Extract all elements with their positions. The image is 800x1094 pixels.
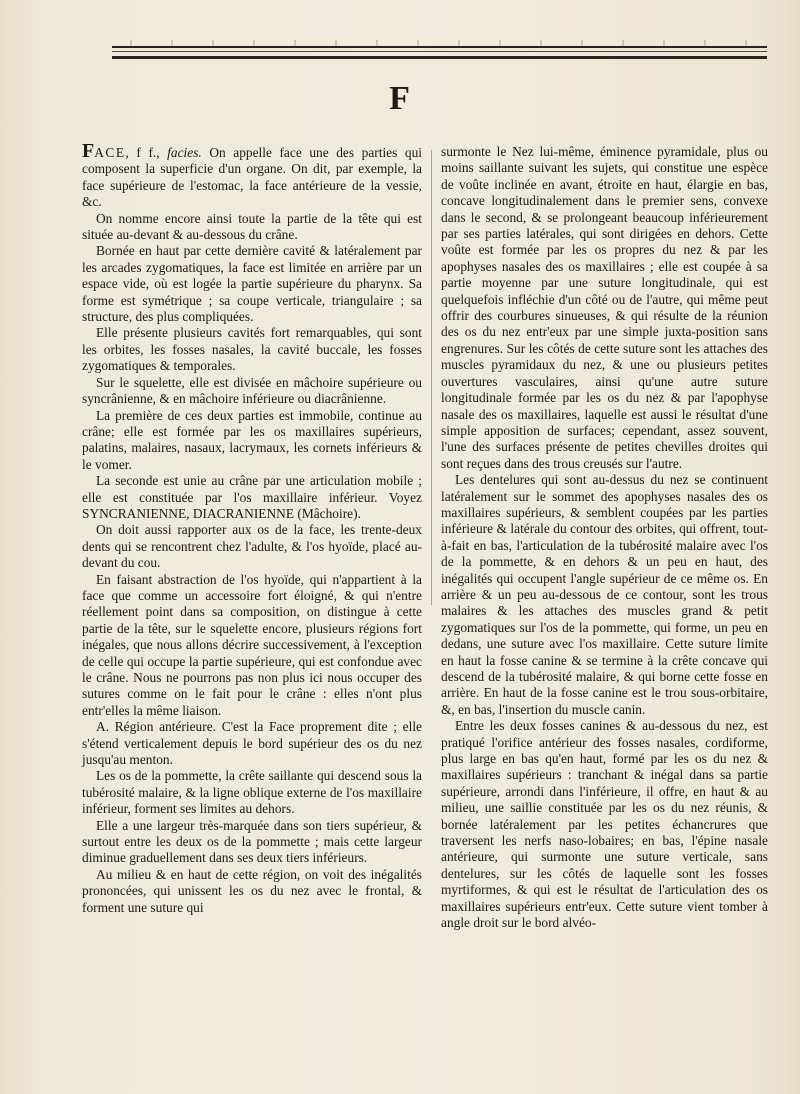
header-rule-top bbox=[112, 46, 767, 48]
header-rule-bottom bbox=[112, 56, 767, 59]
paragraph: Les dentelures qui sont au-dessus du nez se continuent latéralement sur le sommet des apophyses nasales des os maxillaires supérieurs, & semblent coupées par les parties inférieure & latérale du contour des orbites, qui offrent, tout-à-fait en bas, l'articulation de la tubérosité malaire avec l'os de la pommette, & en dehors & un peu en haut, des inégalités qui occupent l'angle supérieur de ce même os. En arrière & un peu au-dessous de ce contour, sont les trous malaires & les attaches des muscles grand & petit zygomatiques sur l'os de la pommette, qui forme, un peu en dedans, une suture avec l'os maxillaire. Cette suture limite en haut la fosse canine & se termine à la crête concave qui descend de la tubérosité malaire, & qui borne cette fosse en arrière. En haut de la fosse canine est le trou sous-orbitaire, &, en bas, l'insertion du muscle canin. bbox=[441, 472, 768, 717]
paragraph: Sur le squelette, elle est divisée en mâchoire supérieure ou syncrânienne, & en mâchoire inférieure ou diacrânienne. bbox=[82, 374, 422, 407]
column-divider bbox=[431, 150, 432, 605]
paragraph: surmonte le Nez lui-même, éminence pyramidale, plus ou moins saillante suivant les sujets, qui constitue une espèce de voûte inclinée en avant, étroite en haut, élargie en bas, concave longitudinalement dans le premier sens, convexe dans le second, & se prolongeant beaucoup inférieurement par ses parties latérales, qui sont dirigées en dehors. Cette voûte est formée par les os propres du nez & par les apophyses nasales des os maxillaires ; elle est coupée à sa partie moyenne par une suture longitudinale, qui est quelquefois infléchie d'un côté ou de l'autre, qui même peut offrir des courbures sinueuses, & qui résulte de la réunion des os du nez entr'eux par une simple juxta-position sans engrenures. Sur les côtés de cette suture sont les attaches des muscles pyramidaux du nez, & une ou plusieurs petites ouvertures vasculaires, ainsi qu'une autre suture longitudinale formée par les os du nez & par l'apophyse nasale des os maxillaires, laquelle est aussi le résultat d'une simple apposition de surfaces; cependant, assez souvent, l'une des surfaces présente de petites chevilles droites qui sont reçues dans des trous creusés sur l'autre. bbox=[441, 144, 768, 471]
paragraph: Les os de la pommette, la crête saillante qui descend sous la tubérosité malaire, & la ligne oblique externe de l'os maxillaire inférieur, forment ses limites au dehors. bbox=[82, 768, 422, 817]
section-letter: F bbox=[389, 80, 411, 117]
right-column bbox=[441, 144, 768, 932]
paragraph: On nomme encore ainsi toute la partie de la tête qui est située au-devant & au-dessous du crâne. bbox=[82, 210, 422, 243]
abbreviation: f., bbox=[140, 145, 160, 160]
latin-term: facies. bbox=[159, 145, 202, 160]
paragraph: Entre les deux fosses canines & au-dessous du nez, est pratiqué l'orifice antérieur des fosses nasales, cordiforme, plus large en bas qu'en haut, formé par les os du nez & maxillaires supérieurs : tranchant & inégal dans sa partie supérieure, arrondi dans l'inférieure, il offre, en haut & au milieu, une saillie constituée par les os du nez réunis, & bornée latéralement par les petites échancrures que traversent les nerfs naso-lobaires; en bas, l'épine nasale antérieure, qui surmonte une suture verticale, sans dentelures, sur les côtés de laquelle sont les fosses myrtiformes, & qui est le résultat de l'articulation des os maxillaires supérieurs entr'eux. Cette suture vient tomber à angle droit sur le bord alvéo- bbox=[441, 718, 768, 931]
gender-mark: , f bbox=[125, 145, 141, 160]
intro-text: On appelle face une des parties qui composent la superficie d'un organe. On dit, par exemple, la face supérieure de l'estomac, la face antérieure de la vessie, &c. bbox=[82, 145, 422, 210]
paragraph: A. Région antérieure. C'est la Face proprement dite ; elle s'étend verticalement depuis le bord supérieur des os du nez jusqu'au menton. bbox=[82, 719, 422, 768]
drop-cap: F bbox=[82, 140, 95, 162]
paragraph: Au milieu & en haut de cette région, on voit des inégalités prononcées, qui unissent les os du nez avec le frontal, & forment une suture qui bbox=[82, 866, 422, 915]
paragraph: La première de ces deux parties est immobile, continue au crâne; elle est formée par les os maxillaires supérieurs, palatins, malaires, nasaux, lacrymaux, les cornets inférieurs & le vomer. bbox=[82, 407, 422, 472]
paragraph: En faisant abstraction de l'os hyoïde, qui n'appartient à la face que comme un accessoire fort éloigné, & qui n'entre réellement point dans sa composition, on distingue à cette partie de la tête, sur le squelette encore, plusieurs régions fort inégales, que nous allons décrire successivement, à l'exception de celle qui occupe la partie supérieure, qui est confondue avec le crâne. Nous ne pourrons pas non plus ici nous occuper des sutures comme on le fait pour le crâne : elles n'ont plus entr'elles la même liaison. bbox=[82, 571, 422, 718]
paragraph: On doit aussi rapporter aux os de la face, les trente-deux dents qui se rencontrent chez l'adulte, & l'os hyoïde, placé au-devant du cou. bbox=[82, 522, 422, 571]
paragraph: Elle présente plusieurs cavités fort remarquables, qui sont les orbites, les fosses nasales, la cavité buccale, les fosses zygomatiques & temporales. bbox=[82, 325, 422, 374]
paragraph: La seconde est unie au crâne par une articulation mobile ; elle est constituée par l'os maxillaire inférieur. Voyez SYNCRANIENNE, DIACRANIENNE (Mâchoire). bbox=[82, 473, 422, 521]
left-column bbox=[82, 140, 422, 916]
headword: ACE bbox=[94, 145, 126, 160]
paragraph: Bornée en haut par cette dernière cavité & latéralement par les arcades zygomatiques, la face est limitée en arrière par un espace vide, où est logée la partie supérieure du pharynx. Sa forme est symétrique ; sa coupe verticale, triangulaire ; sa structure, des plus compliquées. bbox=[82, 243, 422, 325]
header-rule-middle bbox=[112, 51, 767, 52]
paragraph: Elle a une largeur très-marquée dans son tiers supérieur, & surtout entre les deux os de la pommette ; mais cette largeur diminue graduellement dans ses deux tiers inférieurs. bbox=[82, 817, 422, 866]
entry-intro-paragraph bbox=[82, 140, 422, 211]
